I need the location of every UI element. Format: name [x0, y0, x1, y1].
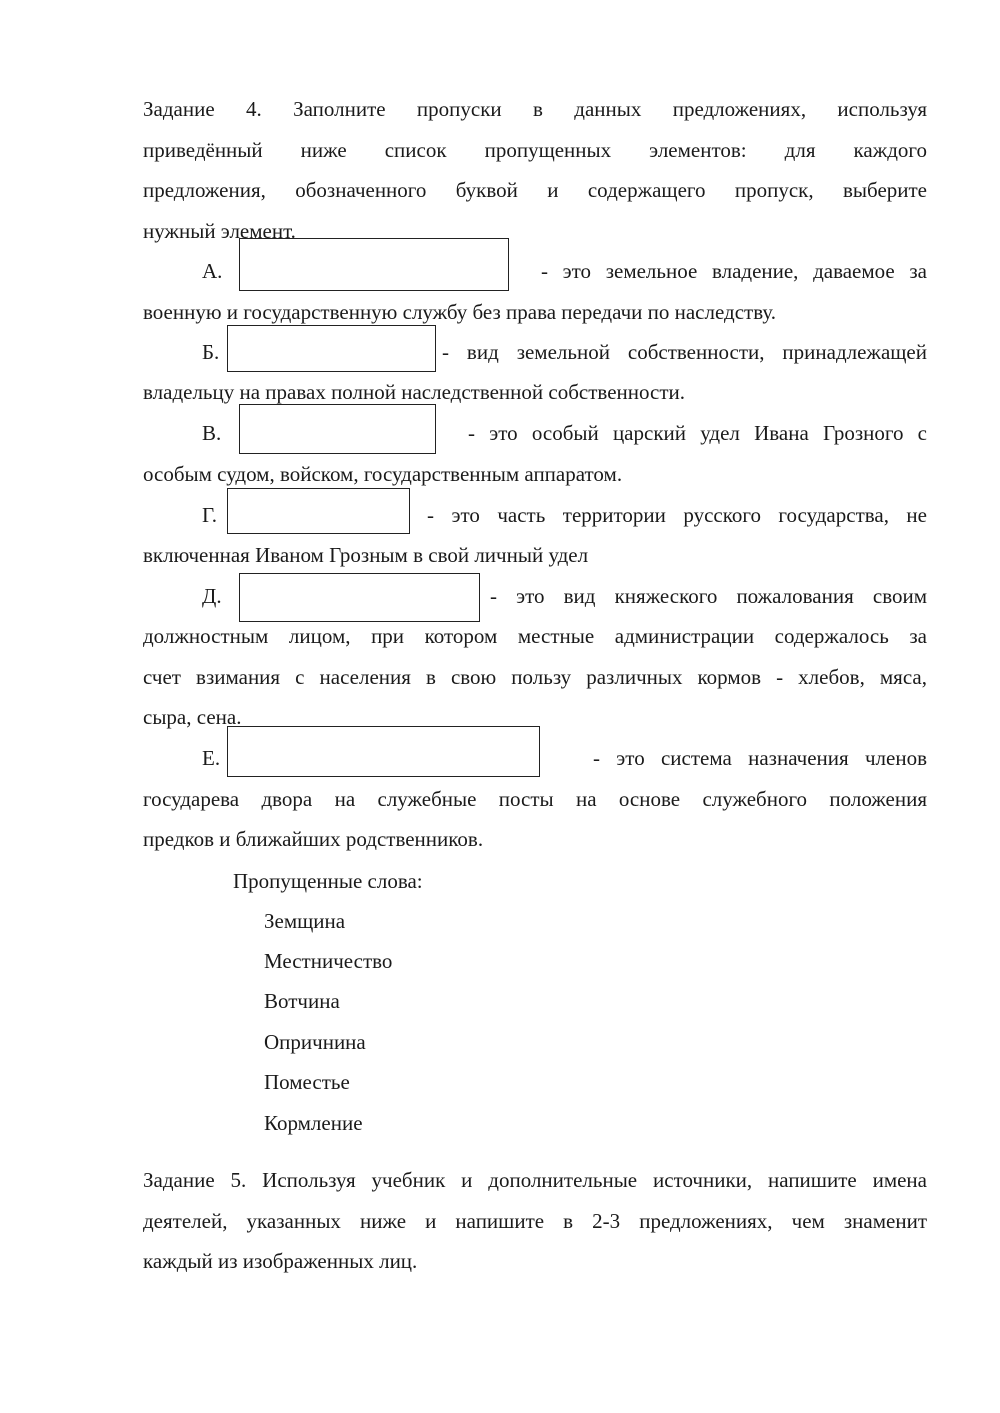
item-v-answer-box[interactable]: [239, 404, 436, 454]
item-g-continuation: включенная Иваном Грозным в свой личный удел: [143, 543, 589, 567]
item-d-continuation-3: сыра, сена.: [143, 705, 242, 729]
item-d-letter: Д.: [202, 584, 222, 608]
item-v-continuation: особым судом, войском, государственным аппаратом.: [143, 462, 623, 486]
item-a-answer-box[interactable]: [239, 238, 509, 291]
task4-intro-line-4: нужный элемент.: [143, 219, 296, 243]
task5-line-1: Задание 5. Используя учебник и дополнительные источники, напишите имена: [143, 1168, 927, 1192]
item-d-continuation-1: должностным лицом, при котором местные администрации содержалось за: [143, 624, 927, 648]
item-g-text: - это часть территории русского государства, не: [427, 503, 927, 527]
item-d-answer-box[interactable]: [239, 573, 480, 622]
item-e-continuation-2: предков и ближайших родственников.: [143, 827, 484, 851]
missing-word-item: Земщина: [264, 909, 346, 933]
missing-word-item: Поместье: [264, 1070, 350, 1094]
item-b-text: - вид земельной собственности, принадлежащей: [442, 340, 927, 364]
missing-words-title: Пропущенные слова:: [233, 869, 423, 893]
item-v-text: - это особый царский удел Ивана Грозного с: [468, 421, 927, 445]
item-e-text: - это система назначения членов: [593, 746, 927, 770]
item-b-letter: Б.: [202, 340, 220, 364]
missing-word-item: Вотчина: [264, 989, 340, 1013]
missing-word-item: Кормление: [264, 1111, 363, 1135]
item-b-continuation: владельцу на правах полной наследственной собственности.: [143, 380, 686, 404]
item-v-letter: В.: [202, 421, 222, 445]
task5-line-2: деятелей, указанных ниже и напишите в 2-3 предложениях, чем знаменит: [143, 1209, 927, 1233]
missing-word-item: Местничество: [264, 949, 393, 973]
item-e-answer-box[interactable]: [227, 726, 540, 777]
item-d-text: - это вид княжеского пожалования своим: [490, 584, 927, 608]
task4-intro-line-3: предложения, обозначенного буквой и содержащего пропуск, выберите: [143, 178, 927, 202]
item-e-continuation-1: государева двора на служебные посты на основе служебного положения: [143, 787, 927, 811]
item-e-letter: Е.: [202, 746, 221, 770]
task4-intro-line-1: Задание 4. Заполните пропуски в данных предложениях, используя: [143, 97, 927, 121]
item-a-continuation: военную и государственную службу без права передачи по наследству.: [143, 300, 777, 324]
item-d-continuation-2: счет взимания с населения в свою пользу различных кормов - хлебов, мяса,: [143, 665, 927, 689]
item-a-letter: А.: [202, 259, 223, 283]
missing-word-item: Опричнина: [264, 1030, 366, 1054]
item-g-letter: Г.: [202, 503, 218, 527]
item-g-answer-box[interactable]: [227, 488, 410, 534]
task5-line-3: каждый из изображенных лиц.: [143, 1249, 418, 1273]
item-a-text: - это земельное владение, даваемое за: [541, 259, 927, 283]
item-b-answer-box[interactable]: [227, 325, 436, 372]
task4-intro-line-2: приведённый ниже список пропущенных элементов: для каждого: [143, 138, 927, 162]
